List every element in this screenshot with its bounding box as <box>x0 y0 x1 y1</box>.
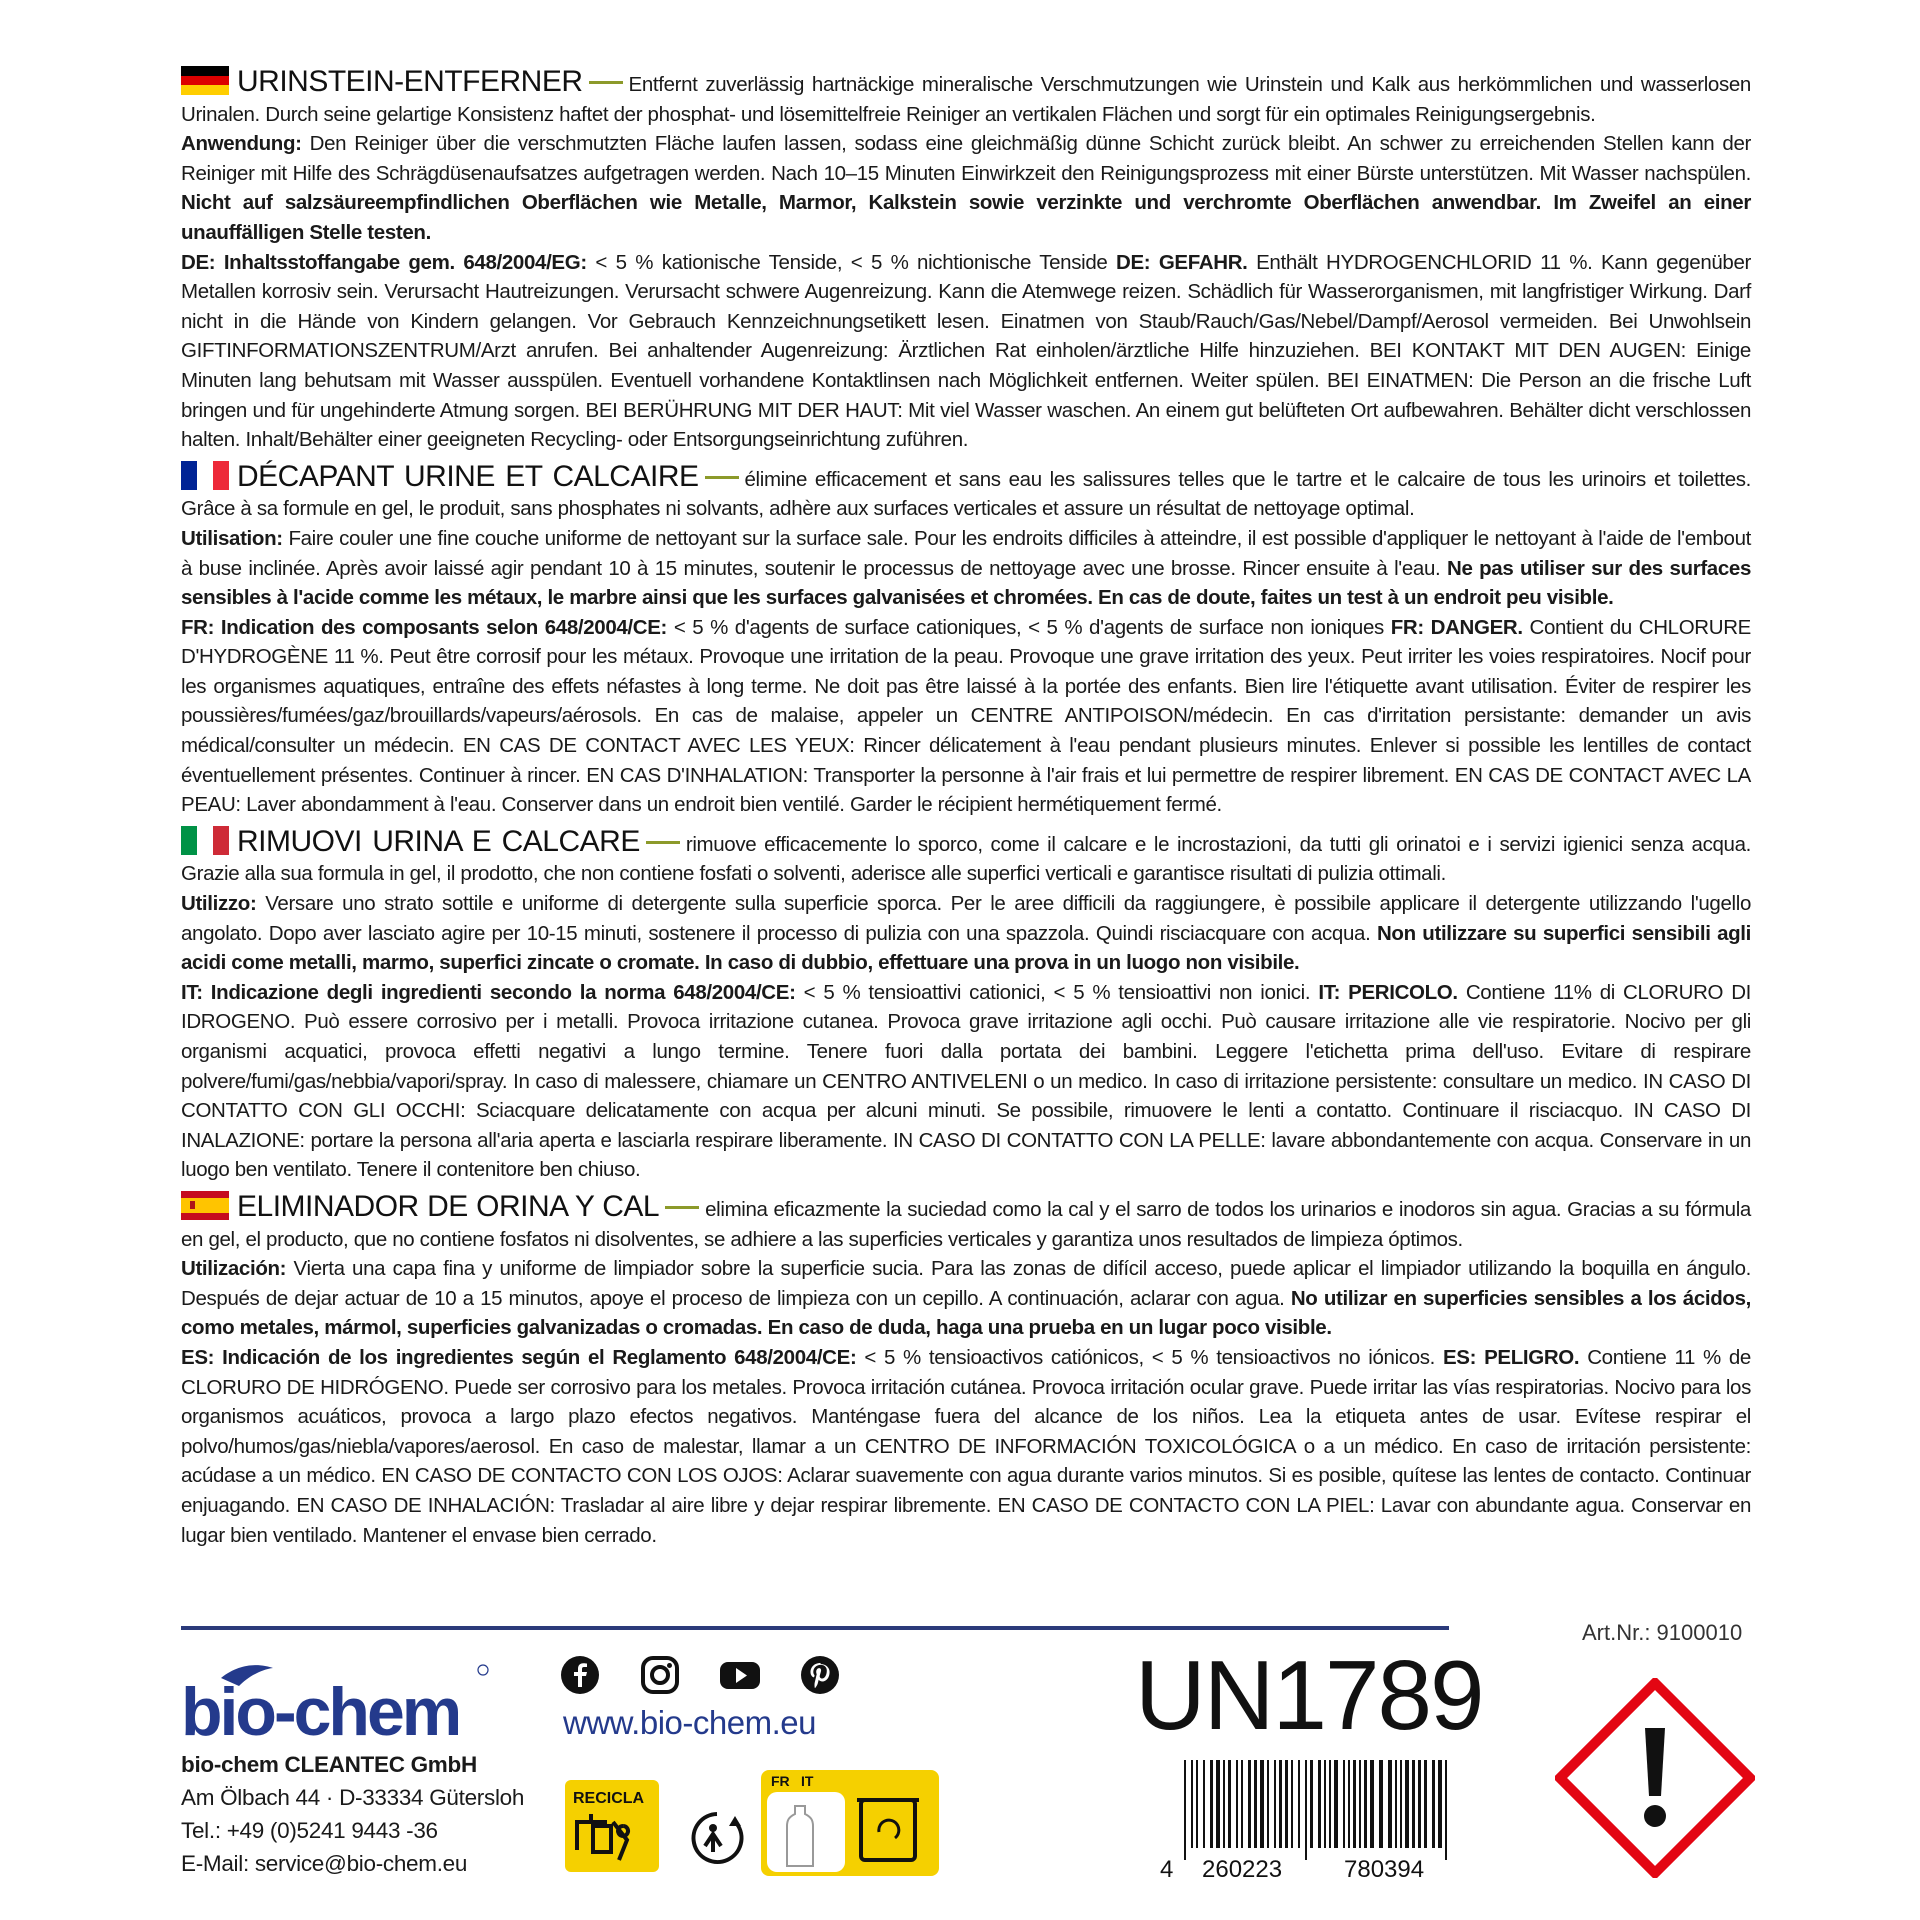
barcode-bar <box>1216 1760 1220 1848</box>
fr-warning: Ne pas utiliser sur des surfaces sensibles à l'acide comme les métaux, le marbre ainsi que les surfaces galvanisées et chromées. En cas de doute, faites un test à un endroit peu visible. <box>181 556 1751 610</box>
recicla-icon <box>565 1780 659 1872</box>
de-title: URINSTEIN-ENTFERNER <box>237 65 583 98</box>
fr-ingredients-text: < 5 % d'agents de surface cationiques, < 5 % d'agents de surface non ioniques <box>667 615 1391 639</box>
es-hazard-label: ES: PELIGRO. <box>1442 1345 1580 1369</box>
fr-usage-text: Faire couler une fine couche uniforme de nettoyant sur la surface sale. Pour les endroits difficiles à atteindre, il est possible d'appliquer le nettoyant à l'aide de l'embout à buse inclinée. Après avoir laissé agir pendant 10 à 15 minutes, soutenir le processus de nettoyage avec une brosse. Rincer ensuite à l'eau. <box>181 526 1751 580</box>
barcode-right-digits: 780394 <box>1344 1856 1425 1880</box>
fr-safety-paragraph <box>181 613 1751 820</box>
es-intro: elimina eficazmente la suciedad como la cal y el sarro de todos los urinarios e inodoros sin agua. Gracias a su fórmula en gel, el producto, que no contiene fosfatos ni disolventes, se adhiere a las superficies verticales y garantiza unos resultados de limpieza óptimos. <box>181 1197 1751 1251</box>
company-info <box>181 1748 524 1880</box>
es-intro-paragraph <box>181 1191 1751 1254</box>
instagram-icon[interactable] <box>640 1655 680 1695</box>
barcode-bar <box>1334 1760 1338 1848</box>
es-usage-text: Vierta una capa fina y uniforme de limpiador sobre la superficie sucia. Para las zonas de difícil acceso, puede aplicar el limpiador utilizando la boquilla en ángulo. Después de dejar actuar de 10 a 15 minutos, apoye el proceso de limpieza con un cepillo. A continuación, aclarar con agua. <box>181 1257 1751 1310</box>
barcode-bar <box>1267 1760 1269 1848</box>
footer-divider <box>181 1626 1449 1630</box>
barcode-bar <box>1203 1760 1205 1848</box>
barcode-bar <box>1291 1760 1293 1848</box>
de-hazard-text: Enthält HYDROGENCHLORID 11 %. Kann gegenüber Metallen korrosiv sein. Verursacht Hautreizungen. Verursacht schwere Augenreizung. Kann die Atemwege reizen. Schädlich für Wasserorganismen, mit langfristiger Wirkung. Darf nicht in die Hände von Kindern gelangen. Vor Gebrauch Kennzeichnungsetikett lesen. Einatmen von Staub/Rauch/Gas/Nebel/Dampf/Aerosol vermeiden. Bei Unwohlsein GIFTINFORMATIONSZENTRUM/Arzt anrufen. Bei anhaltender Augenreizung: Ärztlichen Rat einholen/ärztliche Hilfe hinzuziehen. BEI KONTAKT MIT DEN AUGEN: Einige Minuten lang behutsam mit Wasser ausspülen. Eventuell vorhandene Kontaktlinsen nach Möglichkeit entfernen. Weiter spülen. BEI EINATMEN: Die Person an die frische Luft bringen und für ungehinderte Atmung sorgen. BEI BERÜHRUNG MIT DER HAUT: Mit viel Wasser waschen. An einem gut belüfteten Ort aufbewahren. Behälter dicht verschlossen halten. Inhalt/Behälter einer geeigneten Recycling- oder Entsorgungseinrichtung zuführen. <box>181 250 1751 452</box>
barcode-bar <box>1191 1760 1193 1848</box>
company-address: Am Ölbach 44 · D-33334 Gütersloh <box>181 1785 525 1810</box>
es-usage-paragraph <box>181 1254 1751 1343</box>
barcode-bar <box>1353 1760 1356 1848</box>
article-number: Art.Nr.: 9100010 <box>1582 1620 1743 1645</box>
barcode-bar <box>1424 1760 1427 1848</box>
de-usage-text: Den Reiniger über die verschmutzten Fläche laufen lassen, sodass eine gleichmäßig dünne Schicht zurück bleibt. An schwer zu erreichenden Stellen kann der Reiniger mit Hilfe des Schrägdüsenaufsatzes aufgetragen werden. Nach 10–15 Minuten Einwirkzeit den Reinigungsprozess mit einer Bürste unterstützen. Mit Wasser nachspülen. <box>181 132 1751 185</box>
barcode-bar <box>1343 1760 1345 1848</box>
es-safety-paragraph <box>181 1343 1751 1550</box>
es-hazard-text: Contiene 11 % de CLORURO DE HIDRÓGENO. Puede ser corrosivo para los metales. Provoca irritación cutánea. Provoca irritación ocular grave. Puede irritar las vías respiratorias. Nocivo para los organismos acuáticos, provoca a largo plazo efectos negativos. Manténgase fuera del alcance de los niños. Lea la etiqueta antes de usar. Evítese respirar el polvo/humos/gas/niebla/vapores/aerosol. En caso de malestar, llamar a un CENTRO DE INFORMACIÓN TOXICOLÓGICA o a un médico. En caso de irritación persistente: acúdase a un médico. EN CASO DE CONTACTO CON LOS OJOS: Aclarar suavemente con agua durante varios minutos. Si es posible, quítese las lentes de contacto. Continuar enjuagando. EN CASO DE INHALACIÓN: Trasladar al aire libre y dejar respirar libremente. EN CASO DE CONTACTO CON LA PIEL: Lavar con abundante agua. Conservar en lugar bien ventilado. Mantener el envase bien cerrado. <box>181 1345 1751 1547</box>
es-title: ELIMINADOR DE ORINA Y CAL <box>237 1189 660 1223</box>
fr-usage-label: Utilisation: <box>181 526 283 550</box>
barcode-bar <box>1370 1760 1374 1848</box>
it-intro-paragraph <box>181 826 1751 889</box>
it-ingredients-text: < 5 % tensioattivi cationici, < 5 % tensioattivi non ionici. <box>795 980 1319 1004</box>
barcode-bar <box>1329 1760 1331 1848</box>
barcode-bar <box>1348 1760 1350 1848</box>
it-usage-paragraph <box>181 889 1751 978</box>
fr-hazard-text: Contient du CHLORURE D'HYDROGÈNE 11 %. Peut être corrosif pour les métaux. Provoque une irritation de la peau. Provoque une grave irritation des yeux. Peut irriter les voies respiratoires. Nocif pour les organismes aquatiques, entraîne des effets néfastes à long terme. Ne doit pas être laissé à la portée des enfants. Bien lire l'étiquette avant utilisation. Éviter de respirer les poussières/fumées/gaz/brouillards/vapeurs/aérosols. En cas de malaise, appeler un CENTRE ANTIPOISON/médecin. En cas d'irritation persistante: demander un avis médical/consulter un médecin. EN CAS DE CONTACT AVEC LES YEUX: Rincer délicatement à l'eau pendant plusieurs minutes. Enlever si possible les lentilles de contact éventuellement présentes. Continuer à rincer. EN CAS D'INHALATION: Transporter la personne à l'air frais et lui permettre de respirer librement. EN CAS DE CONTACT AVEC LA PEAU: Laver abondamment à l'eau. Conserver dans un endroit bien ventilé. Garder le récipient hermétiquement fermé. <box>181 615 1751 817</box>
fr-usage-paragraph <box>181 524 1751 613</box>
es-ingredients-label: ES: Indicación de los ingredientes según el Reglamento 648/2004/CE: <box>181 1345 857 1369</box>
label-it: IT <box>801 1773 814 1789</box>
barcode <box>1160 1760 1450 1880</box>
un-number: UN1789 <box>1135 1640 1483 1750</box>
section-fr <box>181 461 1751 820</box>
barcode-first-digit: 4 <box>1160 1856 1174 1880</box>
it-hazard-text: Contiene 11% di CLORURO DI IDROGENO. Può essere corrosivo per i metalli. Provoca irritazione cutanea. Provoca grave irritazione agli occhi. Può causare irritazione alle vie respiratorie. Nocivo per gli organismi acquatici, provoca effetti negativi a lungo termine. Tenere fuori dalla portata dei bambini. Leggere l'etichetta prima dell'uso. Evitare di respirare polvere/fumi/gas/nebbia/vapori/spray. In caso di malessere, chiamare un CENTRO ANTIVELENI o un medico. In caso di irritazione persistente: consultare un medico. IN CASO DI CONTATTO CON GLI OCCHI: Sciacquare delicatamente con acqua per alcuni minuti. Se possibile, rimuovere le lenti a contatto. Continuare il risciacquo. IN CASO DI INALAZIONE: portare la persona all'aria aperta e lasciarla respirare liberamente. IN CASO DI CONTATTO CON LA PELLE: lavare abbondantemente con acqua. Conservare in un luogo ben ventilato. Tenere il contenitore ben chiuso. <box>181 980 1751 1182</box>
fr-it-bin-icon <box>761 1770 939 1876</box>
fr-ingredients-label: FR: Indication des composants selon 648/2004/CE: <box>181 615 668 639</box>
barcode-bar <box>1438 1760 1442 1848</box>
social-links <box>560 1655 840 1695</box>
company-email[interactable]: E-Mail: service@bio-chem.eu <box>181 1851 468 1876</box>
label-text <box>181 66 1751 1556</box>
recicla-label: RECICLA <box>573 1790 645 1807</box>
barcode-bar <box>1388 1760 1392 1848</box>
barcode-bar <box>1210 1760 1213 1848</box>
fr-intro-paragraph <box>181 461 1751 524</box>
france-flag-icon <box>181 461 229 490</box>
section-de <box>181 66 1751 455</box>
barcode-bar <box>1285 1760 1288 1848</box>
website-link[interactable]: www.bio-chem.eu <box>563 1704 816 1741</box>
pinterest-icon[interactable] <box>800 1655 840 1695</box>
barcode-bar <box>1324 1760 1326 1848</box>
barcode-bar <box>1379 1760 1383 1848</box>
barcode-bar <box>1248 1760 1251 1848</box>
youtube-icon[interactable] <box>720 1655 760 1695</box>
barcode-bar <box>1395 1760 1397 1848</box>
it-usage-label: Utilizzo: <box>181 892 257 916</box>
company-name: bio-chem CLEANTEC GmbH <box>181 1752 477 1777</box>
barcode-bar <box>1432 1760 1435 1848</box>
company-phone: Tel.: +49 (0)5241 9443 -36 <box>181 1818 438 1843</box>
barcode-bar <box>1418 1760 1421 1848</box>
label-fr: FR <box>771 1773 790 1789</box>
barcode-bar <box>1445 1760 1447 1860</box>
separator-dash <box>705 476 739 479</box>
it-title: RIMUOVI URINA E CALCARE <box>237 824 640 858</box>
ghs-exclamation-icon <box>1555 1678 1755 1878</box>
spain-flag-icon <box>181 1191 229 1220</box>
germany-flag-icon <box>181 66 229 95</box>
barcode-bar <box>1236 1760 1238 1848</box>
separator-dash <box>589 81 623 84</box>
it-hazard-label: IT: PERICOLO. <box>1318 980 1458 1004</box>
barcode-bar <box>1279 1760 1282 1848</box>
barcode-bar <box>1364 1760 1367 1848</box>
barcode-bar <box>1405 1760 1409 1848</box>
es-ingredients-text: < 5 % tensioactivos catiónicos, < 5 % tensioactivos no iónicos. <box>856 1345 1443 1369</box>
barcode-bar <box>1184 1760 1186 1860</box>
section-es <box>181 1191 1751 1550</box>
es-usage-label: Utilización: <box>181 1257 287 1281</box>
barcode-bar <box>1318 1760 1321 1848</box>
barcode-bar <box>1359 1760 1361 1848</box>
de-hazard-label: DE: GEFAHR. <box>1116 250 1248 274</box>
barcode-left-digits: 260223 <box>1202 1856 1283 1880</box>
es-warning: No utilizar en superficies sensibles a los ácidos, como metales, mármol, superficies galvanizadas o cromadas. En caso de duda, haga una prueba en un lugar poco visible. <box>181 1286 1751 1340</box>
barcode-bar <box>1274 1760 1276 1848</box>
fr-title: DÉCAPANT URINE ET CALCAIRE <box>237 459 699 493</box>
it-ingredients-label: IT: Indicazione degli ingredienti secondo la norma 648/2004/CE: <box>181 980 796 1004</box>
de-safety-paragraph <box>181 248 1751 455</box>
de-warning: Nicht auf salzsäureempfindlichen Oberflächen wie Metalle, Marmor, Kalkstein sowie verzinkte und verchromte Oberflächen anwendbar. Im Zweifel an einer unauffälligen Stelle testen. <box>181 191 1751 244</box>
barcode-bar <box>1412 1760 1415 1848</box>
barcode-bar <box>1400 1760 1402 1848</box>
it-usage-text: Versare uno strato sottile e uniforme di detergente sulla superficie sporca. Per le aree difficili da raggiungere, è possibile applicare il detergente utilizzando l'ugello angolato. Dopo aver lasciato agire per 10-15 minuti, sostenere il processo di pulizia con una spazzola. Quindi risciacquare con acqua. <box>181 892 1751 945</box>
recycling-icons <box>563 1770 943 1880</box>
barcode-bar <box>1305 1760 1307 1860</box>
fr-intro: élimine efficacement et sans eau les salissures telles que le tartre et le calcaire de tous les urinoirs et toilettes. Grâce à sa formule en gel, le produit, sans phosphates ni solvants, adhère aux surfaces verticales et assure un résultat de nettoyage optimal. <box>181 467 1751 521</box>
de-intro-paragraph <box>181 66 1751 129</box>
barcode-bar <box>1223 1760 1225 1848</box>
it-warning: Non utilizzare su superfici sensibili agli acidi come metalli, marmo, superfici zincate o cromate. In caso di dubbio, effettuare una prova in un luogo non visibile. <box>181 921 1751 975</box>
fr-hazard-label: FR: DANGER. <box>1390 615 1523 639</box>
barcode-bar <box>1298 1760 1300 1848</box>
bio-chem-logo <box>181 1660 501 1748</box>
de-ingredients-text: < 5 % kationische Tenside, < 5 % nichtionische Tenside <box>586 250 1116 274</box>
de-usage-paragraph <box>181 129 1751 247</box>
de-ingredients-label: DE: Inhaltsstoffangabe gem. 648/2004/EG: <box>181 250 587 274</box>
barcode-bar <box>1260 1760 1264 1848</box>
barcode-bar <box>1241 1760 1243 1848</box>
sorting-recycle-icon <box>694 1814 742 1862</box>
barcode-bar <box>1310 1760 1313 1848</box>
separator-dash <box>646 841 680 844</box>
facebook-icon[interactable] <box>560 1655 600 1695</box>
de-intro: Entfernt zuverlässig hartnäckige mineralische Verschmutzungen wie Urinstein und Kalk aus herkömmlichen und wasserlosen Urinalen. Durch seine gelartige Konsistenz haftet der phosphat- und lösemittelfreie Reiniger an vertikalen Flächen und sorgt für ein optimales Reinigungsergebnis. <box>181 73 1751 126</box>
section-it <box>181 826 1751 1185</box>
barcode-bar <box>1228 1760 1231 1848</box>
separator-dash <box>665 1206 699 1209</box>
barcode-bar <box>1254 1760 1257 1848</box>
it-intro: rimuove efficacemente lo sporco, come il calcare e le incrostazioni, da tutti gli orinatoi e i servizi igienici senza acqua. Grazie alla sua formula in gel, il prodotto, che non contiene fosfati o solventi, aderisce alle superfici verticali e garantisce risultati di pulizia ottimali. <box>181 832 1751 886</box>
logo-wordmark: bio-chem <box>181 1674 460 1748</box>
de-usage-label: Anwendung: <box>181 132 302 156</box>
italy-flag-icon <box>181 826 229 855</box>
it-safety-paragraph <box>181 978 1751 1185</box>
barcode-bar <box>1196 1760 1198 1848</box>
